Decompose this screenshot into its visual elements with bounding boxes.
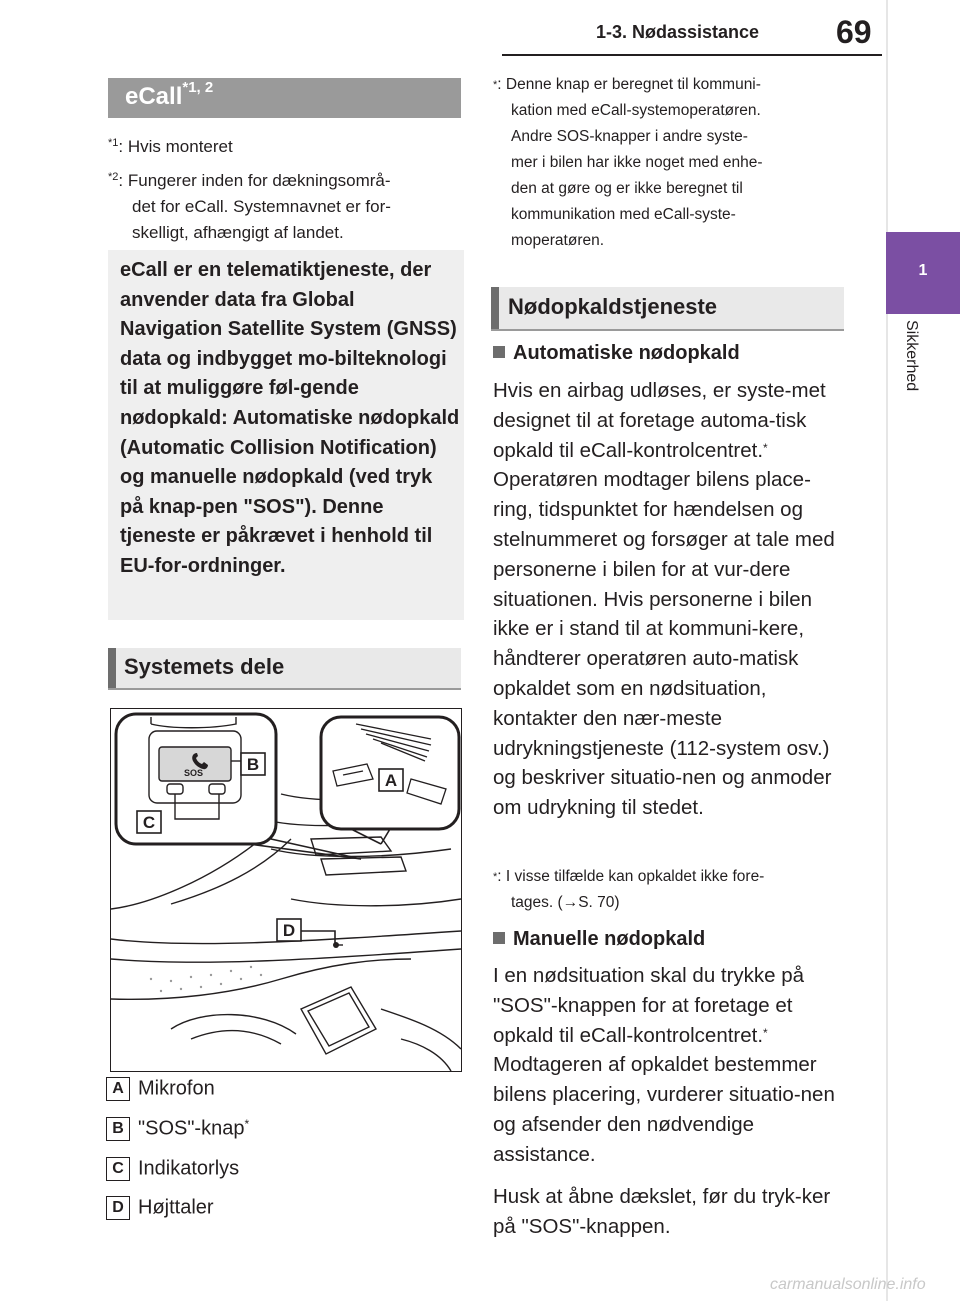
watermark: carmanualsonline.info <box>770 1276 926 1293</box>
sos-button-footnote: *: Denne knap er beregnet til kommuni- kation med eCall-systemoperatøren. Andre SOS-knapper i andre syste- mer i bilen har ikke noget med enhe- den at gøre og er ikke beregnet til kommunikation med eCall-syste- moperatøren. <box>493 76 763 249</box>
chapter-label: Sikkerhed <box>903 320 920 392</box>
summary-box <box>108 250 464 620</box>
sos-label: SOS <box>184 768 204 778</box>
callout-c: C <box>142 813 156 832</box>
legend-item-a: A Mikrofon <box>106 1077 215 1101</box>
callout-b: B <box>246 755 260 774</box>
legend-item-b: B "SOS"-knap* <box>106 1117 249 1141</box>
callout-a: A <box>384 771 398 790</box>
header-rule <box>502 54 882 56</box>
legend-item-c: C Indikatorlys <box>106 1157 239 1181</box>
summary-text: eCall er en telematiktjeneste, der anvender data fra Global Navigation Satellite System (GNSS) data og indbygget mo-bilteknologi til at muliggøre føl-gende nødopkald: Automatiske nødopkald (Automatic Collision Notification) og manuelle nødopkald (ved tryk på knap-pen "SOS"). Denne tjeneste er påkrævet i henhold til EU-for-ordninger. <box>120 259 460 577</box>
manual-call-heading: Manuelle nødopkald <box>493 928 705 951</box>
legend-item-d: D Højttaler <box>106 1196 214 1220</box>
system-parts-figure <box>110 708 462 1072</box>
manual-call-text: I en nødsituation skal du trykke på "SOS"-knappen for at foretage et opkald til eCall-kontrolcentret.* Modtageren af opkaldet bestemmer bilens placering, vurderer situatio-nen og afsender den nødvendige assistance. <box>493 964 835 1166</box>
system-parts-title: Systemets dele <box>124 654 285 679</box>
callout-d: D <box>282 921 296 940</box>
car-interior-illustration <box>111 709 461 1071</box>
page-reference-link[interactable]: S. 70) <box>578 894 620 911</box>
footnote-2: $^{*2}$: Fungerer inden for dækningsområ- det for eCall. Systemnavnet er for- skelligt, afhængigt af landet. <box>108 171 391 242</box>
footnote-1: $^{*1}$: Hvis monteret <box>108 137 233 156</box>
reference-arrow-icon: → <box>562 894 579 911</box>
chapter-number: 1 <box>918 262 928 279</box>
page-number: 69 <box>836 14 872 50</box>
emergency-service-title: Nødopkaldstjeneste <box>508 294 718 319</box>
auto-call-heading: Automatiske nødopkald <box>493 342 740 365</box>
ecall-title: eCall$^{*1, 2}$ <box>125 79 214 110</box>
auto-call-text: Hvis en airbag udløses, er syste-met designet til at foretage automa-tisk opkald til eCall-kontrolcentret.* Operatøren modtager bilens place-ring, tidspunktet for hændelsen og stelnummeret og forsøger at tale med personerne i bilen for at vur-dere situationen. Hvis personerne i bilen ikke er i stand til at kommuni-kere, håndterer operatøren auto-matisk opkaldet som en nødsituation, kontakter den nær-meste udrykningstjeneste (112-system osv.) og beskriver situatio-nen og anmoder om udrykning til stedet. <box>493 379 835 820</box>
manual-call-text-2: Husk at åbne dækslet, før du tryk-ker på "SOS"-knappen. <box>493 1185 831 1238</box>
section-title: 1-3. Nødassistance <box>596 22 760 42</box>
sidebar-edge <box>886 0 888 1301</box>
auto-call-footnote: *: I visse tilfælde kan opkaldet ikke fore- tages. (→S. 70) <box>493 868 765 911</box>
